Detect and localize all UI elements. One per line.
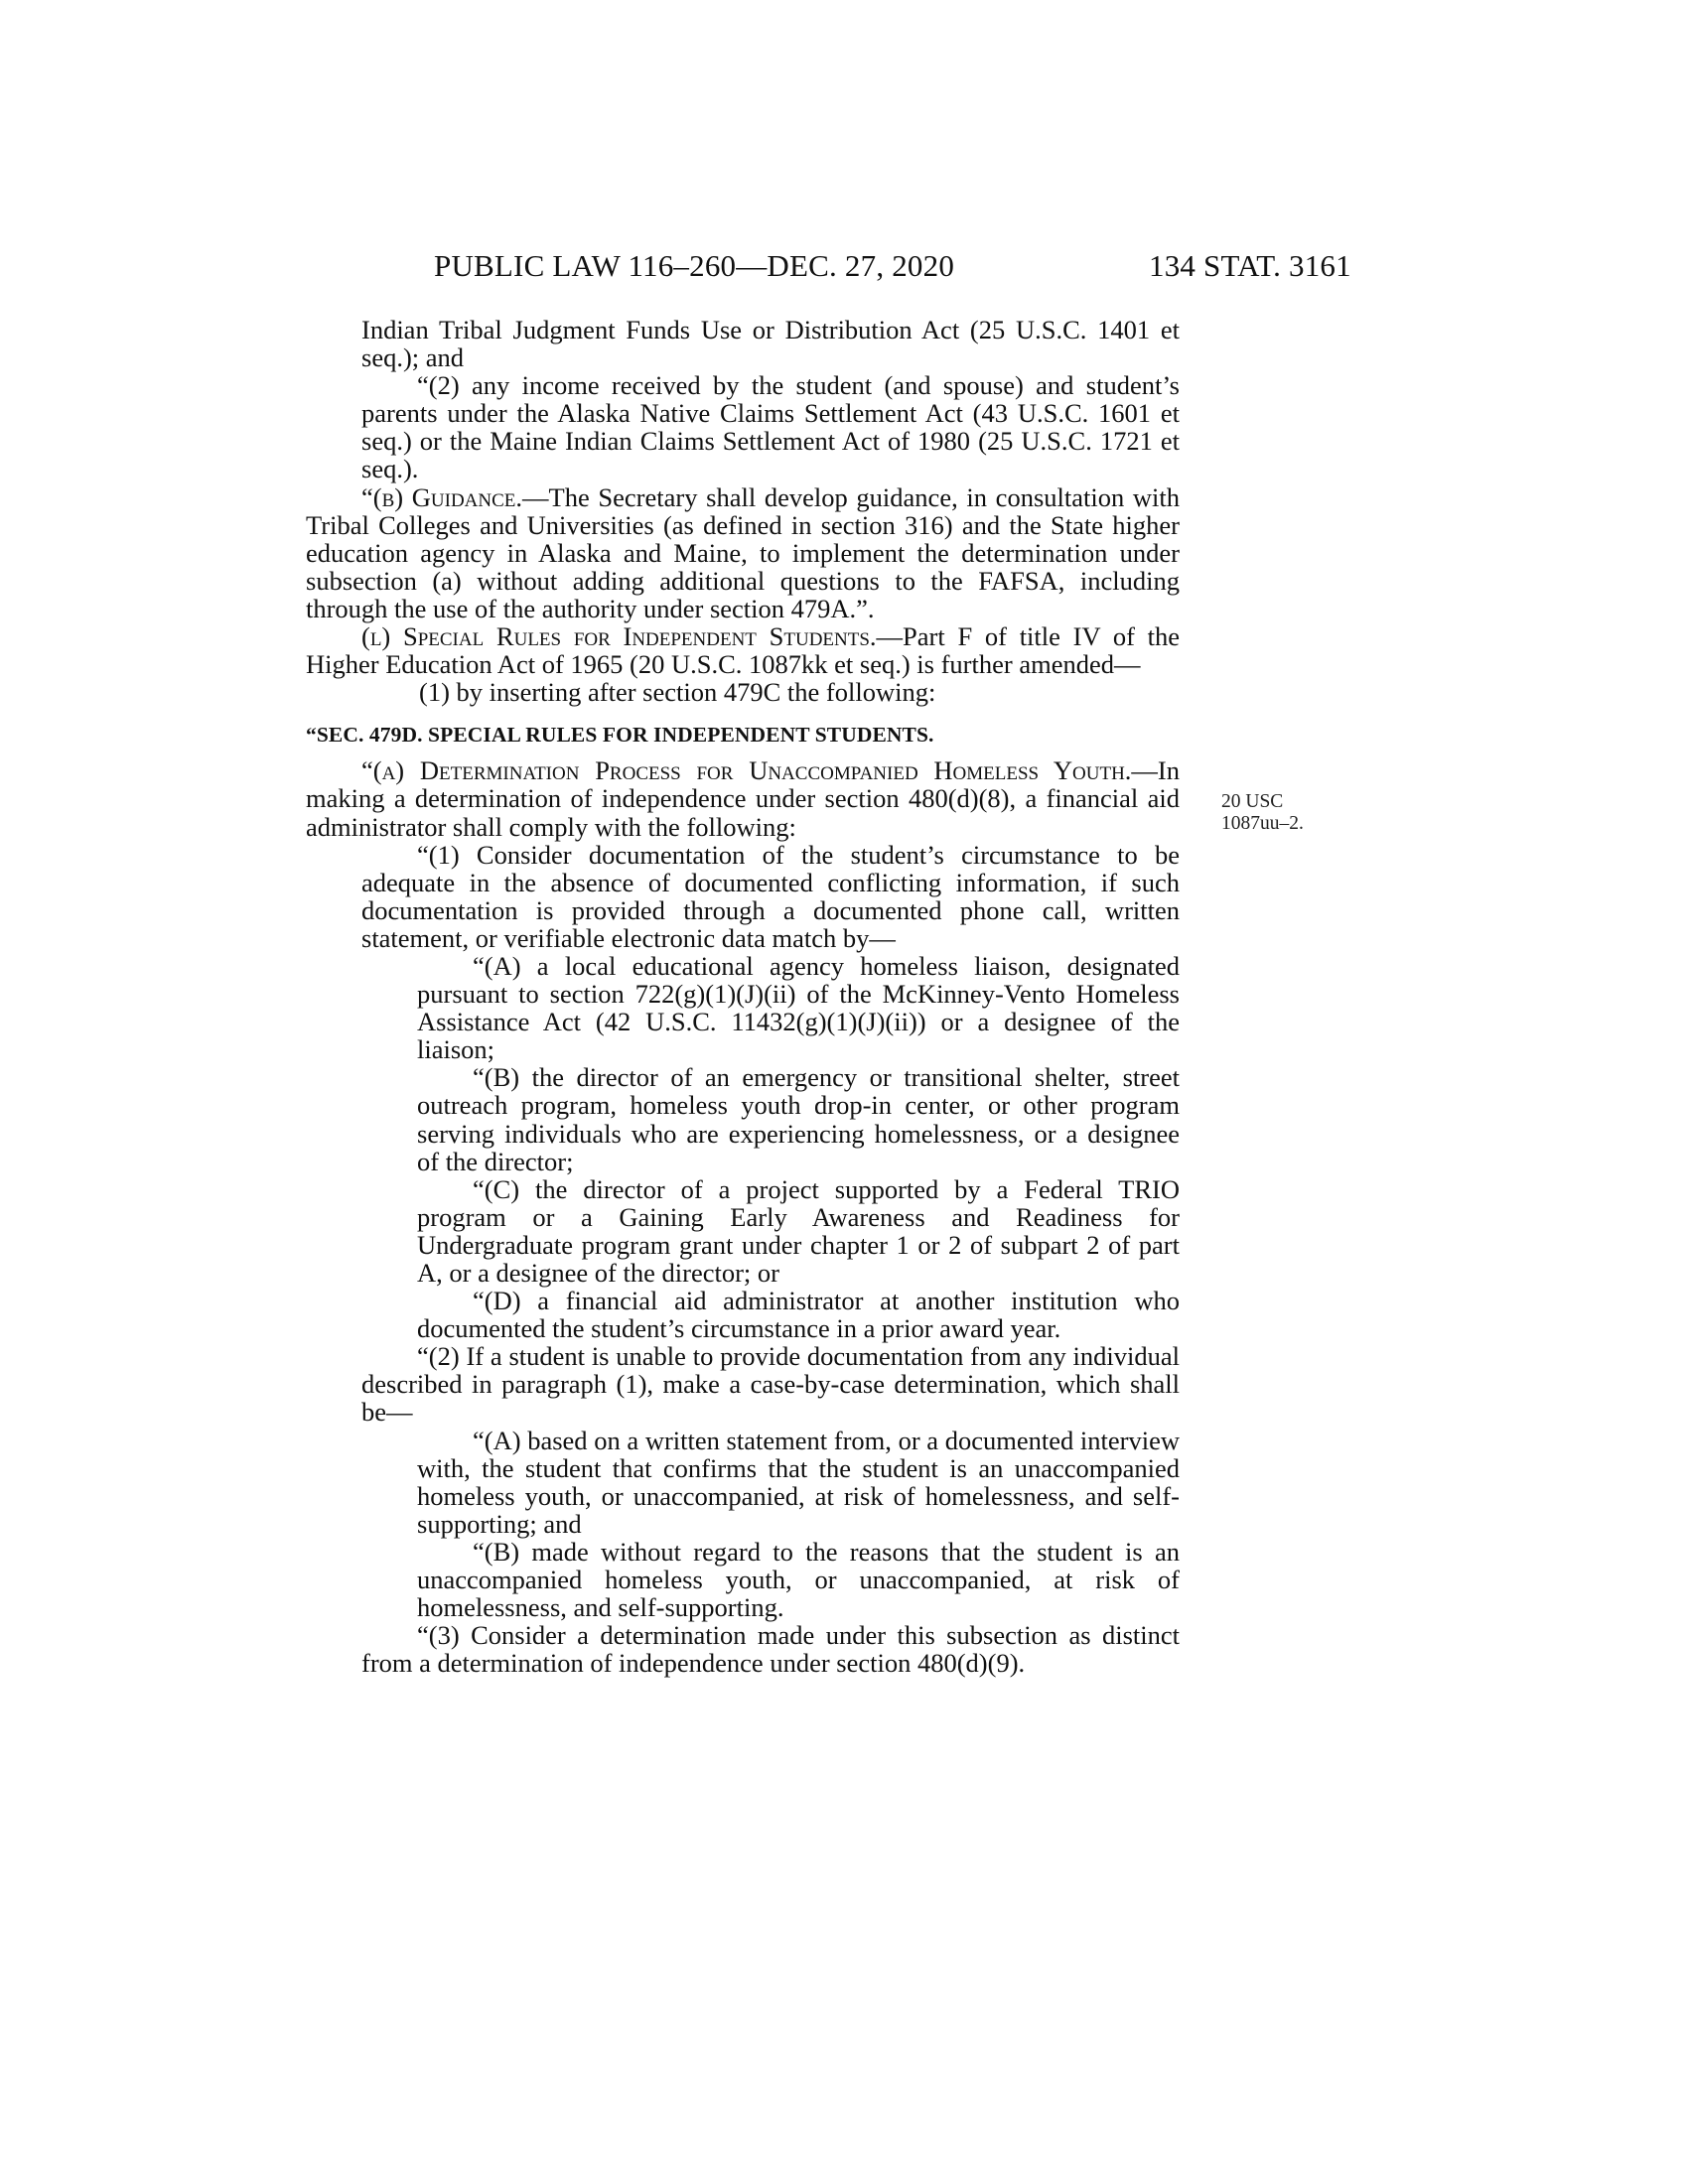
paragraph-l-label: (l) Special Rules for Independent Students. — [361, 621, 877, 652]
document-body — [306, 316, 1180, 1677]
paragraph-a-2: “(2) If a student is unable to provide documentation from any individual described in paragraph (1), make a case-by-case determination, which shall be— — [361, 1341, 1180, 1428]
paragraph-b-label: “(b) Guidance. — [361, 481, 523, 512]
paragraph-a-3: “(3) Consider a determination made under this subsection as distinct from a determination of independence under section 480(d)(9). — [361, 1620, 1180, 1679]
paragraph-b-text: —The Secretary shall develop guidance, in consultation with Tribal Colleges and Universities (as defined in section 316) and the State higher education agency in Alaska and Maine, to implement the determination under subsection (a) without adding additional questions to the FAFSA, including through the use of the authority under section 479A.”. — [306, 481, 1181, 623]
paragraph-a-2-B: “(B) made without regard to the reasons that the student is an unaccompanied homeless youth, or unaccompanied, at risk of homelessness, and self-supporting. — [417, 1536, 1180, 1623]
statute-page-number: 134 STAT. 3161 — [1149, 248, 1351, 283]
paragraph-a-1-B: “(B) the director of an emergency or transitional shelter, street outreach program, homeless youth drop-in center, or other program serving individuals who are experiencing homelessness, or a designee of the director; — [417, 1062, 1180, 1176]
paragraph-a-determination — [306, 756, 1180, 840]
section-heading: “SEC. 479D. SPECIAL RULES FOR INDEPENDENT STUDENTS. — [306, 723, 934, 748]
paragraph-inserting: (1) by inserting after section 479C the following: — [419, 677, 936, 708]
public-law-title: PUBLIC LAW 116–260—DEC. 27, 2020 — [434, 248, 955, 283]
usc-citation-line2: 1087uu–2. — [1221, 813, 1304, 834]
paragraph-a-1: “(1) Consider documentation of the student’s circumstance to be adequate in the absence of documented conflicting information, if such documentation is provided through a documented phone call, written statement, or verifiable electronic data match by— — [361, 839, 1180, 953]
paragraph-a-1-D: “(D) a financial aid administrator at another institution who documented the student’s circumstance in a prior award year. — [417, 1286, 1180, 1344]
paragraph-l-special-rules — [306, 622, 1180, 678]
paragraph-2: “(2) any income received by the student (and spouse) and student’s parents under the Alaska Native Claims Settlement Act (43 U.S.C. 1601 et seq.) or the Maine Indian Claims Settlement Act of 1980 (25 U.S.C. 1721 et seq.). — [361, 370, 1180, 484]
paragraph-l-text: —Part F of title IV of the Higher Education Act of 1965 (20 U.S.C. 1087kk et seq.) is further amended— — [306, 621, 1180, 680]
usc-margin-citation — [1221, 791, 1380, 835]
running-header — [0, 246, 1688, 286]
paragraph-b-guidance — [306, 483, 1180, 622]
paragraph-a-1-C: “(C) the director of a project supported by a Federal TRIO program or a Gaining Early Awareness and Readiness for Undergraduate program grant under chapter 1 or 2 of subpart 2 of part A, or a designee of the director; or — [417, 1173, 1180, 1288]
paragraph-a-2-A: “(A) based on a written statement from, or a documented interview with, the student that confirms that the student is an unaccompanied homeless youth, or unaccompanied, at risk of homelessness, and self-supporting; and — [417, 1425, 1180, 1539]
usc-citation-line1: 20 USC — [1221, 791, 1284, 812]
paragraph-a-label: “(a) Determination Process for Unaccompanied Homeless Youth. — [361, 755, 1132, 786]
paragraph-continuation: Indian Tribal Judgment Funds Use or Distribution Act (25 U.S.C. 1401 et seq.); and — [361, 315, 1180, 373]
paragraph-a-1-A: “(A) a local educational agency homeless liaison, designated pursuant to section 722(g)(1)(J)(ii) of the McKinney-Vento Homeless Assistance Act (42 U.S.C. 11432(g)(1)(J)(ii)) or a designee of the liaison; — [417, 950, 1180, 1065]
paragraph-a-text: —In making a determination of independence under section 480(d)(8), a financial aid administrator shall comply with the following: — [306, 755, 1180, 842]
